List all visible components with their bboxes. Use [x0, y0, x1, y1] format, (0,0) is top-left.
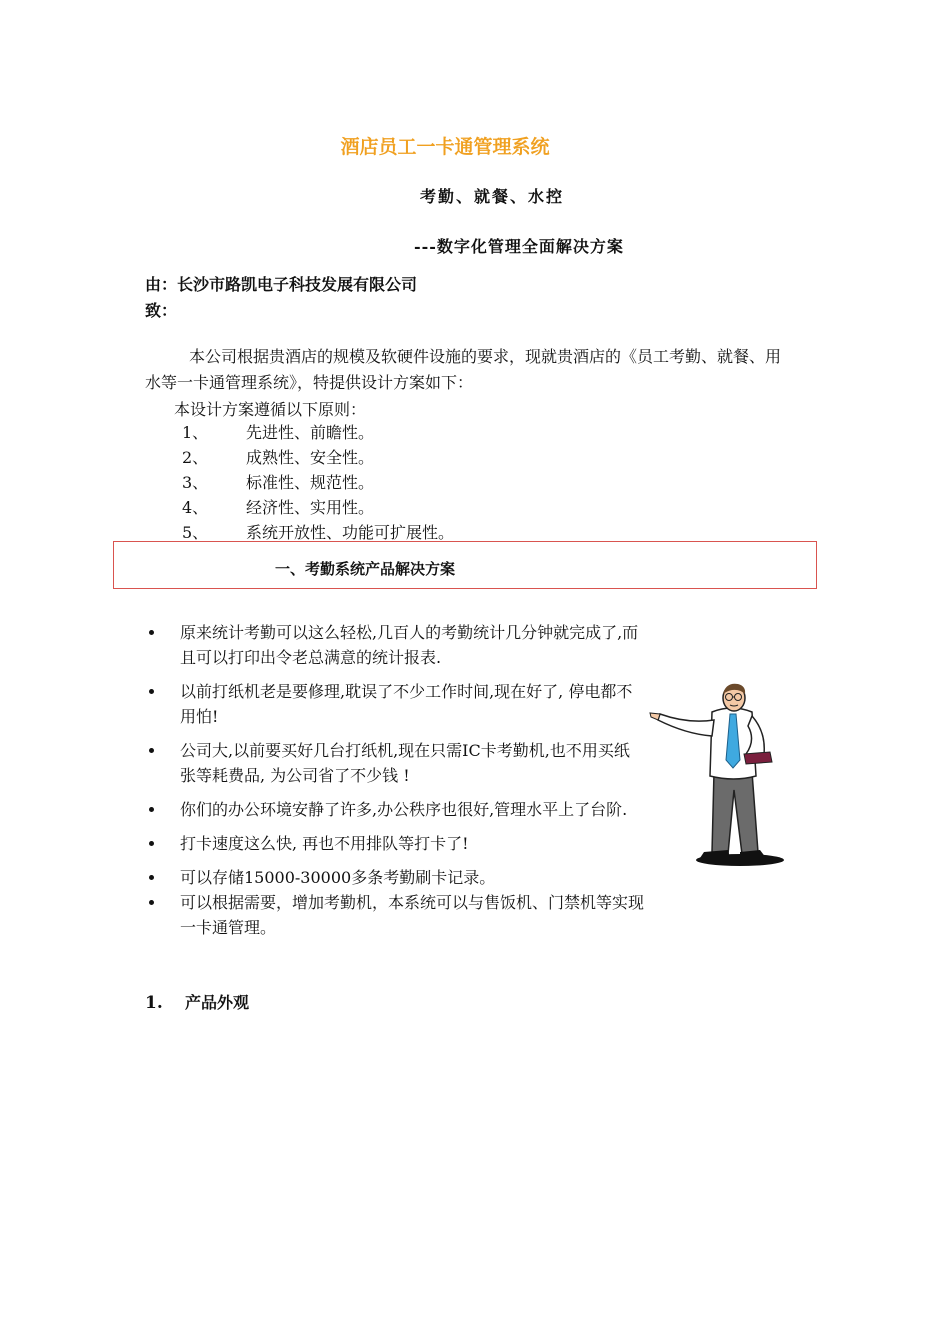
- principle-item: [182, 470, 454, 495]
- heading-text: 产品外观: [185, 993, 250, 1012]
- list-item: [145, 865, 645, 890]
- presenter-man-icon: [648, 680, 788, 870]
- principle-text: 系统开放性、功能可扩展性。: [246, 523, 455, 542]
- principle-number: 5、: [182, 523, 209, 542]
- principle-text: 成熟性、安全性。: [246, 448, 375, 467]
- list-item-text: 可以根据需要，增加考勤机，本系统可以与售饭机、门禁机等实现一卡通管理。: [180, 893, 645, 937]
- document-title: 酒店员工一卡通管理系统: [340, 136, 550, 158]
- principle-item: [182, 420, 454, 445]
- to-line: 致：: [145, 301, 178, 320]
- heading-product-appearance: [145, 990, 249, 1013]
- list-item: [145, 738, 645, 788]
- list-item: [145, 620, 645, 670]
- bullet-dot-icon: [149, 875, 154, 880]
- section-title-box: [113, 541, 817, 589]
- list-item: [145, 797, 645, 822]
- principle-item: [182, 445, 454, 470]
- from-line: 由：长沙市路凯电子科技发展有限公司: [145, 275, 418, 294]
- bullet-dot-icon: [149, 841, 154, 846]
- list-item-text: 以前打纸机老是要修理,耽误了不少工作时间,现在好了, 停电都不用怕!: [180, 682, 633, 726]
- list-item-text: 公司大,以前要买好几台打纸机,现在只需IC卡考勤机,也不用买纸张等耗费品, 为公司省了不少钱 !: [180, 741, 630, 785]
- feature-bullet-list: [145, 620, 645, 949]
- list-item-text: 打卡速度这么快, 再也不用排队等打卡了!: [180, 834, 469, 853]
- bullet-dot-icon: [149, 807, 154, 812]
- principle-number: 2、: [182, 448, 209, 467]
- principle-text: 经济性、实用性。: [246, 498, 375, 517]
- bullet-dot-icon: [149, 900, 154, 905]
- list-item-text: 你们的办公环境安静了许多,办公秩序也很好,管理水平上了台阶.: [180, 800, 628, 819]
- section-title: 一、考勤系统产品解决方案: [275, 560, 456, 578]
- list-item-text: 原来统计考勤可以这么轻松,几百人的考勤统计几分钟就完成了,而且可以打印出令老总满意的统计报表.: [180, 623, 639, 667]
- principle-number: 1、: [182, 423, 209, 442]
- list-item-text: 可以存储15000-30000多条考勤刷卡记录。: [180, 868, 496, 887]
- principle-number: 4、: [182, 498, 209, 517]
- bullet-dot-icon: [149, 748, 154, 753]
- list-item: [145, 890, 645, 940]
- intro-paragraph: 本公司根据贵酒店的规模及软硬件设施的要求，现就贵酒店的《员工考勤、就餐、用水等一卡通管理系统》，特提供设计方案如下：: [145, 347, 782, 392]
- principle-text: 标准性、规范性。: [246, 473, 375, 492]
- subtitle-solution: ---数字化管理全面解决方案: [414, 237, 624, 256]
- subtitle-services: 考勤、就餐、水控: [420, 187, 565, 206]
- principle-item: [182, 495, 454, 520]
- principles-list: [182, 420, 454, 545]
- list-item: [145, 831, 645, 856]
- heading-number: 1.: [145, 993, 163, 1013]
- list-item: [145, 679, 645, 729]
- principle-text: 先进性、前瞻性。: [246, 423, 375, 442]
- principles-intro: 本设计方案遵循以下原则：: [174, 400, 367, 419]
- principle-number: 3、: [182, 473, 209, 492]
- bullet-dot-icon: [149, 630, 154, 635]
- bullet-dot-icon: [149, 689, 154, 694]
